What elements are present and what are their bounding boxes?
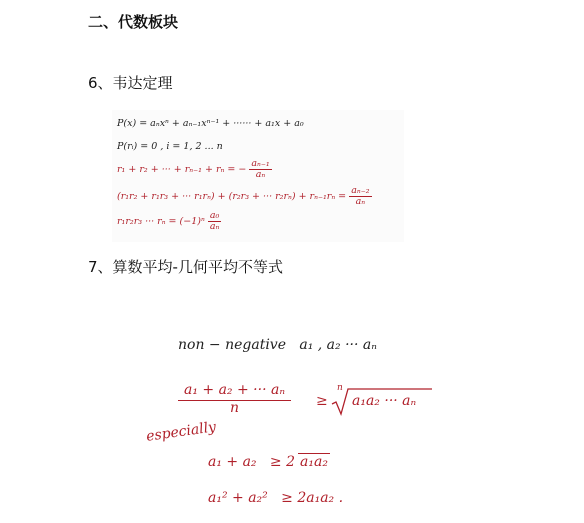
amgm-ineq-2: a₁ + a₂ ≥ 2 a₁a₂: [208, 454, 328, 470]
section-title: 二、代数板块: [88, 13, 179, 31]
amgm-heading: 7、算数平均-几何平均不等式: [88, 258, 283, 276]
vieta-line-4: (r₁r₂ + r₁r₃ + ··· r₁rₙ) + (r₂r₃ + ··· r₂rₙ) + rₙ₋₁rₙ = $\frac{\text{aₙ₋₂}}{\text{aₙ}}$: [117, 185, 370, 207]
especially-label: especially: [145, 419, 218, 445]
vieta-heading: 6、韦达定理: [88, 74, 173, 92]
vieta-formula-panel: [112, 110, 404, 242]
amgm-ineq-3: a₁² + a₂² ≥ 2a₁a₂ .: [208, 490, 344, 506]
vieta-line-3: r₁ + r₂ + ··· + rₙ₋₁ + rₙ = − $\frac{\text{aₙ₋₁}}{\text{aₙ}}$: [117, 158, 270, 180]
amgm-radicand: a₁a₂ ··· aₙ: [352, 393, 417, 409]
amgm-inequality: [178, 383, 291, 415]
amgm-root-index: n: [337, 383, 343, 393]
amgm-mean-fraction: $\frac{\text{a₁ + a₂ + ··· aₙ}}{n}$: [178, 383, 291, 415]
vieta-line-2: P(rᵢ) = 0 , i = 1, 2 ... n: [117, 141, 223, 152]
amgm-rel: ≥: [316, 393, 328, 409]
amgm-condition: non − negative a₁ , a₂ ··· aₙ: [178, 337, 377, 353]
vieta-line-5: r₁r₂r₃ ··· rₙ = (−1)ⁿ $\frac{\text{a₀}}{\text{aₙ}}$: [117, 210, 220, 232]
vieta-line-1: P(x) = aₙxⁿ + aₙ₋₁xⁿ⁻¹ + ······ + a₁x + a₀: [117, 118, 304, 129]
